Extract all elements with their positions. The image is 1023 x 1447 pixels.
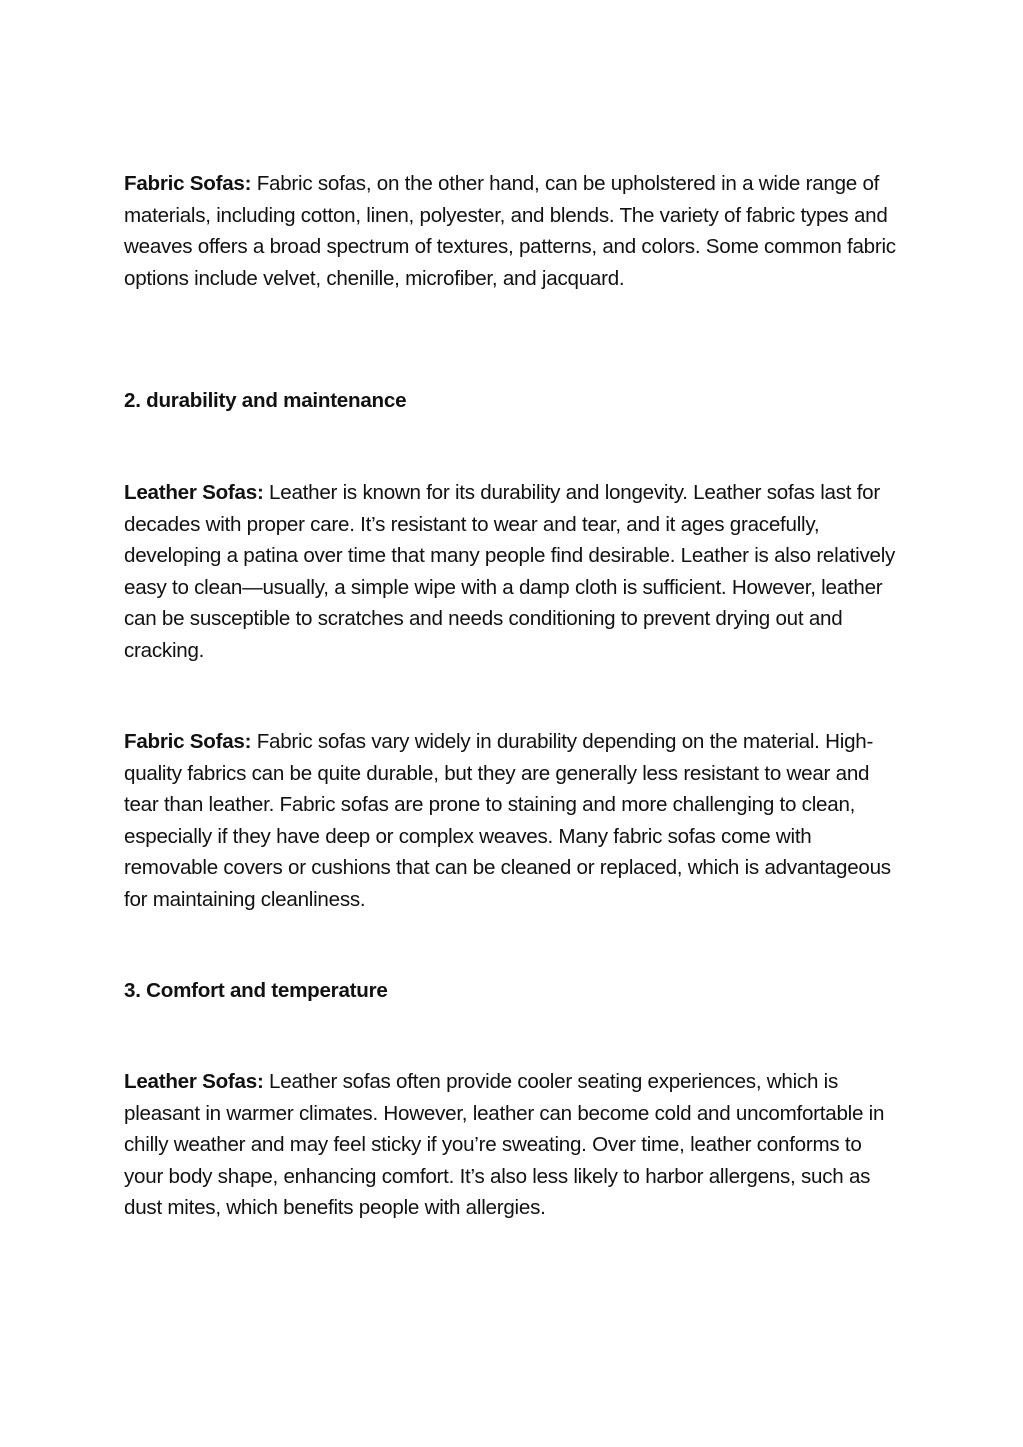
paragraph-text: Leather sofas often provide cooler seating experiences, which is pleasant in warmer climates. However, leather can become cold and uncomfortable in chilly weather and may feel sticky if you’re sweating. Over time, leather conforms to your body shape, enhancing comfort. It’s also less likely to harbor allergens, such as dust mites, which benefits people with allergies.: [124, 1070, 885, 1220]
paragraph-fabric-sofas-materials: [124, 168, 899, 294]
paragraph-leather-sofas-comfort: [124, 1066, 899, 1224]
paragraph-lead: Leather Sofas:: [124, 1070, 264, 1093]
paragraph-lead: Fabric Sofas:: [124, 172, 252, 195]
paragraph-text: Fabric sofas vary widely in durability depending on the material. High-quality fabrics can be quite durable, but they are generally less resistant to wear and tear than leather. Fabric sofas are prone to staining and more challenging to clean, especially if they have deep or complex weaves. Many fabric sofas come with removable covers or cushions that can be cleaned or replaced, which is advantageous for maintaining cleanliness.: [124, 730, 891, 911]
paragraph-text: Leather is known for its durability and longevity. Leather sofas last for decades with proper care. It’s resistant to wear and tear, and it ages gracefully, developing a patina over time that many people find desirable. Leather is also relatively easy to clean—usually, a simple wipe with a damp cloth is sufficient. However, leather can be susceptible to scratches and needs conditioning to prevent drying out and cracking.: [124, 481, 896, 662]
paragraph-leather-sofas-durability: [124, 477, 899, 667]
paragraph-text: Fabric sofas, on the other hand, can be upholstered in a wide range of materials, including cotton, linen, polyester, and blends. The variety of fabric types and weaves offers a broad spectrum of textures, patterns, and colors. Some common fabric options include velvet, chenille, microfiber, and jacquard.: [124, 172, 896, 290]
section-heading-comfort: 3. Comfort and temperature: [124, 979, 388, 1002]
section-heading-durability: 2. durability and maintenance: [124, 389, 407, 412]
paragraph-lead: Fabric Sofas:: [124, 730, 252, 753]
paragraph-lead: Leather Sofas:: [124, 481, 264, 504]
paragraph-fabric-sofas-durability: [124, 726, 899, 916]
